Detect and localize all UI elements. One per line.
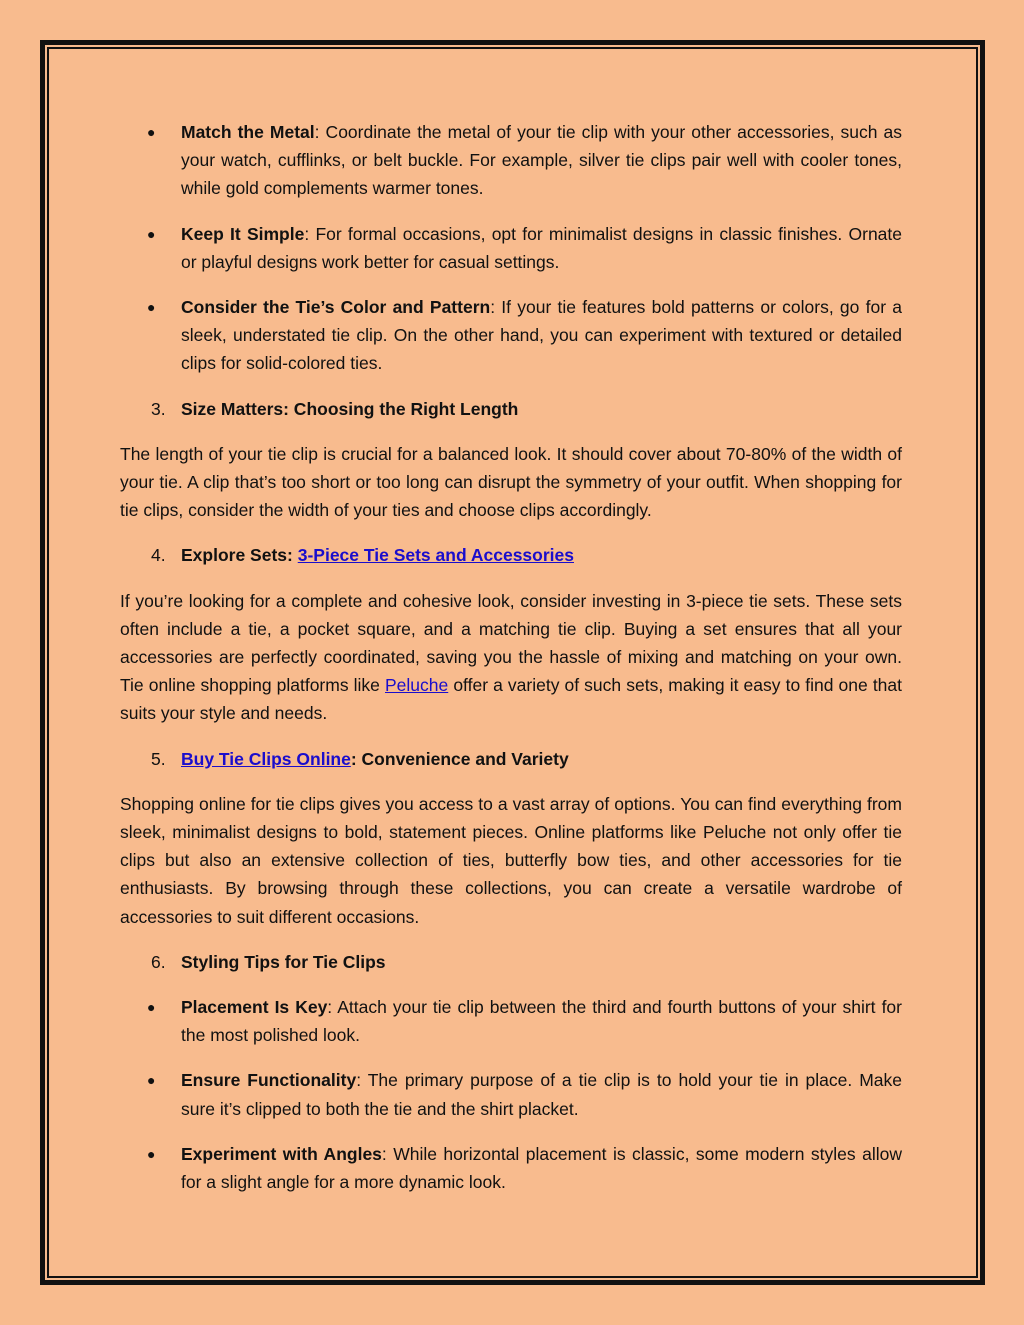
- bullet-title: Ensure Functionality: [181, 1070, 357, 1091]
- bullet-title: Match the Metal: [181, 122, 315, 142]
- bullet-text: : For formal occasions, opt for minimalist designs in classic finishes. Ornate or playful designs work better for casual settings.: [181, 223, 903, 272]
- section-title: Styling Tips for Tie Clips: [181, 951, 386, 972]
- section-heading-3: [120, 395, 902, 423]
- bullet-text: : If your tie features bold patterns or colors, go for a sleek, understated tie clip. On the other hand, you can experiment with textured or detailed clips for solid-colored ties.: [181, 297, 902, 374]
- paragraph-buy-online: Shopping online for tie clips gives you access to a vast array of options. You can find everything from sleek, minimalist designs to bold, statement pieces. Online platforms like Peluche not only offer tie clips but also an extensive collection of ties, butterfly bow ties, and other accessories for tie enthusiasts. By browsing through these collections, you can create a versatile wardrobe of accessories to suit different occasions.: [120, 793, 902, 927]
- paragraph-text: If you’re looking for a complete and cohesive look, consider investing in 3-piece tie sets. These sets often include a tie, a pocket square, and a matching tie clip. Buying a set ensures that all your accessories are perfectly coordinated, saving you the hassle of mixing and matching on your own. Tie online shopping platforms like: [120, 590, 902, 696]
- bullet-item: [120, 993, 902, 1049]
- bullet-item: [120, 220, 902, 276]
- peluche-link[interactable]: Peluche: [385, 675, 449, 696]
- bullet-marker: ●: [147, 999, 156, 1016]
- bullet-marker: ●: [147, 299, 156, 316]
- bullet-marker: ●: [147, 1145, 156, 1162]
- section-title: : Convenience and Variety: [350, 748, 569, 769]
- bullet-title: Consider the Tie’s Color and Pattern: [181, 297, 491, 318]
- section-number: 5.: [151, 748, 166, 769]
- section-title: Explore Sets:: [181, 545, 298, 566]
- section-heading-4: [120, 541, 902, 569]
- section-number: 6.: [151, 951, 166, 972]
- bullet-item: [120, 293, 902, 378]
- bullet-text: : The primary purpose of a tie clip is to hold your tie in place. Make sure it’s clipped to both the tie and the shirt placket.: [181, 1070, 903, 1119]
- section-heading-6: [120, 948, 902, 976]
- bullet-marker: ●: [147, 124, 156, 140]
- buy-tie-clips-link[interactable]: Buy Tie Clips Online: [181, 748, 351, 769]
- bullet-item: [120, 118, 902, 203]
- bullet-text: : While horizontal placement is classic, some modern styles allow for a slight angle for a more dynamic look.: [181, 1143, 902, 1193]
- document-body: [120, 118, 902, 1213]
- paragraph-text: offer a variety of such sets, making it easy to find one that suits your style and needs.: [120, 675, 903, 724]
- section-title: Size Matters: Choosing the Right Length: [181, 398, 519, 419]
- bullet-title: Placement Is Key: [181, 997, 328, 1018]
- bullet-text: : Attach your tie clip between the third and fourth buttons of your shirt for the most polished look.: [181, 997, 902, 1046]
- bullet-item: [120, 1066, 902, 1122]
- section-number: 4.: [151, 545, 166, 566]
- paragraph-size-matters: The length of your tie clip is crucial for a balanced look. It should cover about 70-80% of the width of your tie. A clip that’s too short or too long can disrupt the symmetry of your outfit. When shopping for tie clips, consider the width of your ties and choose clips accordingly.: [120, 443, 902, 521]
- bullet-text: : Coordinate the metal of your tie clip with your other accessories, such as your watch, cufflinks, or belt buckle. For example, silver tie clips pair well with cooler tones, while gold complements warmer tones.: [181, 122, 902, 199]
- bullet-marker: ●: [147, 1072, 156, 1089]
- bullet-title: Keep It Simple: [181, 223, 305, 244]
- paragraph-explore-sets: [120, 587, 902, 728]
- tie-sets-link[interactable]: 3-Piece Tie Sets and Accessories: [297, 545, 574, 566]
- section-heading-5: [120, 745, 902, 773]
- bullet-title: Experiment with Angles: [181, 1143, 382, 1164]
- section-number: 3.: [151, 398, 166, 419]
- bullet-item: [120, 1140, 902, 1196]
- bullet-marker: ●: [147, 225, 156, 242]
